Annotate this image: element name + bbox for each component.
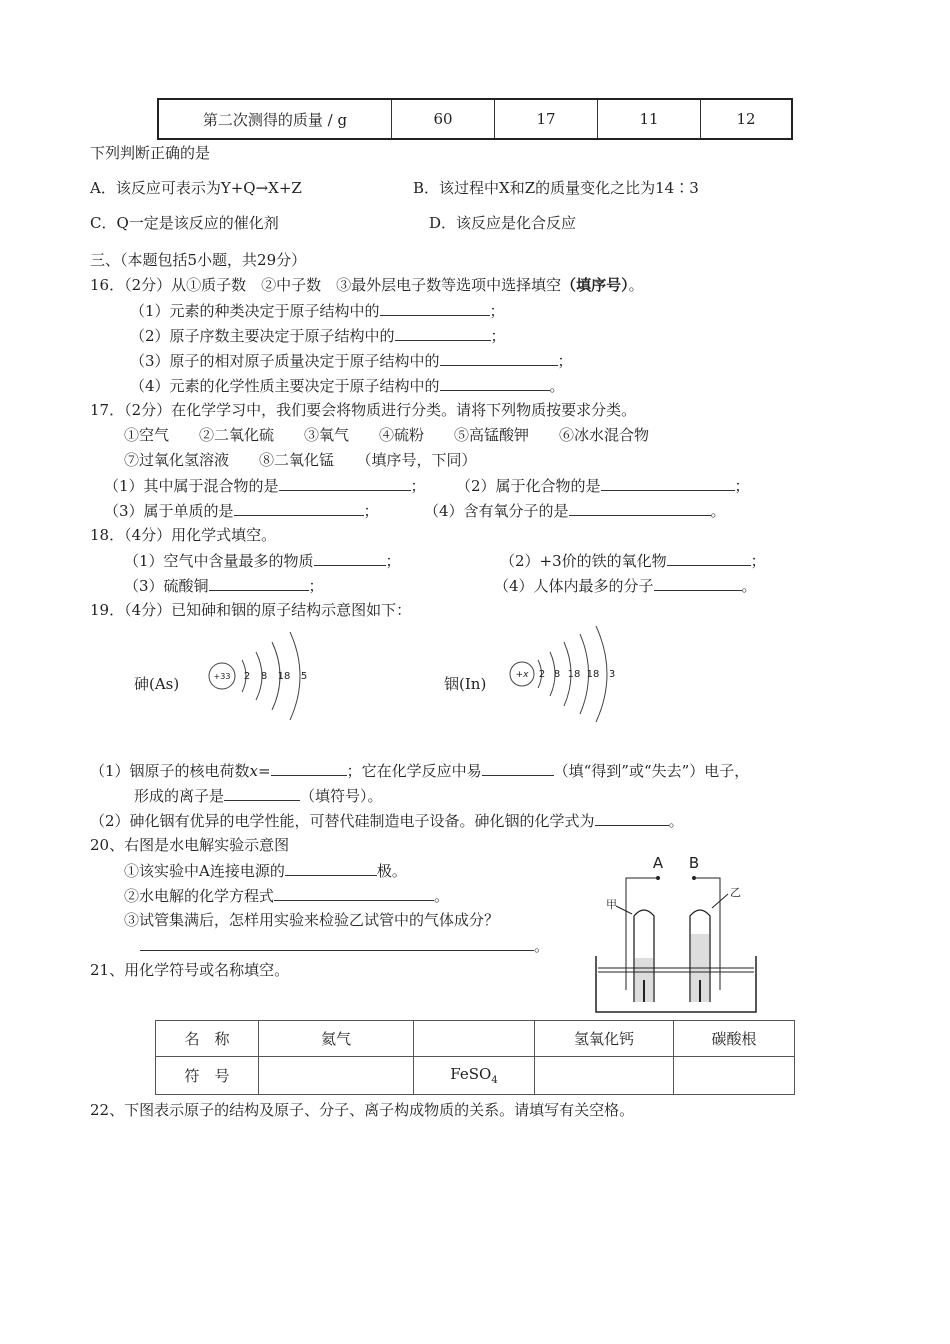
q19-stem: 19．（4分）已知砷和铟的原子结构示意图如下：: [90, 601, 412, 619]
electron-count: 2: [243, 671, 251, 682]
q15-option-d: D．该反应是化合反应: [429, 214, 577, 232]
q16-sub-3-text: （3）原子的相对原子质量决定于原子结构中的: [130, 352, 440, 370]
q20-sub-2: [124, 885, 449, 906]
table-cell: 12: [701, 99, 793, 139]
table-cell: 氦气: [259, 1021, 414, 1057]
answer-blank[interactable]: [285, 860, 377, 876]
label-a: A: [652, 854, 664, 872]
q16-sub-4-text: （4）元素的化学性质主要决定于原子结构中的: [130, 377, 440, 395]
q15-option-b: B．该过程中X和Z的质量变化之比为14∶3: [413, 179, 699, 197]
q17-items-1: ①空气 ②二氧化硫 ③氧气 ④硫粉 ⑤高锰酸钾 ⑥冰水混合物: [124, 426, 650, 444]
table-row: [156, 1021, 795, 1057]
q20-sub-2-text: ②水电解的化学方程式: [124, 887, 275, 905]
electron-count: 5: [300, 671, 308, 682]
punct: ；: [410, 477, 426, 495]
q19-sub-1: [90, 760, 749, 781]
q20-answer-line: [140, 935, 549, 956]
electron-count: 8: [553, 669, 561, 680]
q18-stem: 18．（4分）用化学式填空。: [90, 526, 277, 544]
electron-count: 18: [277, 671, 291, 682]
q18-sub-1: [124, 550, 401, 571]
answer-blank[interactable]: [482, 760, 554, 776]
shell-arc: [290, 632, 300, 720]
punct: ；: [308, 577, 324, 595]
answer-blank[interactable]: [279, 475, 411, 491]
q17-sub-1: [104, 475, 426, 496]
punct: 。: [710, 502, 726, 520]
pointer-line: [616, 906, 632, 914]
q17-sub-3: [104, 500, 379, 521]
answer-blank[interactable]: [209, 575, 309, 591]
punct: ；: [557, 352, 573, 370]
q21-stem: 21、用化学符号或名称填空。: [90, 961, 290, 979]
q16-stem: [90, 275, 644, 295]
q19-sub-1-text-c: （填“得到”或“失去”）电子，: [553, 762, 750, 780]
q20-stem: 20、右图是水电解实验示意图: [90, 836, 290, 854]
q18-sub-1-text: （1）空气中含量最多的物质: [124, 552, 314, 570]
punct: ；: [385, 552, 401, 570]
q22-stem: 22、下图表示原子的结构及原子、分子、离子构成物质的关系。请填写有关空格。: [90, 1101, 635, 1119]
q19-sub-1-text-d: 形成的离子是: [134, 787, 225, 805]
table-cell: 17: [495, 99, 598, 139]
symbol-name-table: [155, 1020, 795, 1095]
nucleus-charge: +x: [515, 670, 529, 680]
answer-blank[interactable]: [224, 785, 300, 801]
punct: ；: [489, 302, 505, 320]
q17-sub-3-text: （3）属于单质的是: [104, 502, 234, 520]
q18-sub-2-text: （2）+3价的铁的氧化物: [500, 552, 667, 570]
q15-prompt: 下列判断正确的是: [90, 144, 211, 162]
q16-stem-end: 。: [628, 276, 644, 294]
electrolysis-apparatus: [592, 850, 762, 1020]
table-cell: 碳酸根: [674, 1021, 795, 1057]
answer-blank[interactable]: [234, 500, 364, 516]
q16-sub-1-text: （1）元素的种类决定于原子结构中的: [130, 302, 380, 320]
q18-sub-3-text: （3）硫酸铜: [124, 577, 209, 595]
q18-sub-4: [494, 575, 757, 596]
answer-blank[interactable]: [395, 325, 491, 341]
q20-sub-1: [124, 860, 407, 881]
answer-blank[interactable]: [601, 475, 735, 491]
arsenic-label: 砷(As): [134, 675, 180, 693]
q17-sub-4-text: （4）含有氧分子的是: [424, 502, 569, 520]
mass-table: [157, 98, 793, 140]
indium-label: 铟(In): [444, 675, 487, 693]
q16-sub-3: [130, 350, 573, 371]
answer-blank[interactable]: [271, 760, 347, 776]
answer-blank[interactable]: [314, 550, 386, 566]
q20-sub-1-end: 极。: [376, 862, 407, 880]
label-yi: 乙: [730, 886, 741, 899]
answer-blank[interactable]: [667, 550, 751, 566]
answer-blank[interactable]: [440, 375, 550, 391]
table-cell: [414, 1057, 535, 1095]
answer-blank[interactable]: [654, 575, 742, 591]
table-row-label: 第二次测得的质量 / g: [158, 99, 392, 139]
q16-sub-2: [130, 325, 506, 346]
q17-sub-2: [456, 475, 750, 496]
table-header: 名 称: [156, 1021, 259, 1057]
trough: [596, 956, 756, 1012]
table-cell: 60: [392, 99, 495, 139]
q17-stem: 17．（2分）在化学学习中，我们要会将物质进行分类。请将下列物质按要求分类。: [90, 401, 637, 419]
punct: ；: [363, 502, 379, 520]
table-row: [156, 1057, 795, 1095]
electron-count: 18: [567, 669, 581, 680]
q18-sub-4-text: （4）人体内最多的分子: [494, 577, 654, 595]
q20-sub-3: ③试管集满后，怎样用实验来检验乙试管中的气体成分？: [124, 911, 500, 929]
equals-sign: =: [258, 762, 271, 780]
q16-stem-bold: （填序号）: [561, 276, 629, 294]
table-header: 符 号: [156, 1057, 259, 1095]
q19-sub-1-cont: [134, 785, 383, 806]
answer-blank[interactable]: [380, 300, 490, 316]
formula: FeSO: [450, 1065, 492, 1083]
table-cell-blank[interactable]: [674, 1057, 795, 1095]
table-cell-blank[interactable]: [535, 1057, 674, 1095]
indium-atom-diagram: [500, 624, 640, 734]
table-cell: 氢氧化钙: [535, 1021, 674, 1057]
q16-sub-2-text: （2）原子序数主要决定于原子结构中的: [130, 327, 395, 345]
answer-blank[interactable]: [440, 350, 558, 366]
answer-blank[interactable]: [595, 810, 669, 826]
q15-option-a: A．该反应可表示为Y+Q→X+Z: [90, 179, 302, 197]
q19-sub-2-text: （2）砷化铟有优异的电学性能，可替代硅制造电子设备。砷化铟的化学式为: [90, 812, 595, 830]
q20-sub-1-text: ①该实验中A连接电源的: [124, 862, 285, 880]
electron-count: 8: [260, 671, 268, 682]
table-row: [158, 99, 792, 139]
table-cell[interactable]: [414, 1021, 535, 1057]
q16-stem-text: 16．（2分）从①质子数 ②中子数 ③最外层电子数等选项中选择填空: [90, 276, 562, 294]
punct: 。: [549, 377, 565, 395]
table-cell: 11: [598, 99, 701, 139]
nucleus-charge: +33: [213, 672, 231, 681]
section-heading: 三、（本题包括5小题，共29分）: [90, 251, 307, 269]
punct: 。: [434, 887, 450, 905]
arsenic-atom-diagram: [200, 626, 340, 736]
punct: 。: [741, 577, 757, 595]
punct: ；: [750, 552, 766, 570]
punct: ；: [734, 477, 750, 495]
q17-sub-2-text: （2）属于化合物的是: [456, 477, 601, 495]
answer-blank[interactable]: [274, 885, 434, 901]
formula-subscript: 4: [491, 1075, 498, 1086]
answer-blank[interactable]: [140, 935, 534, 951]
q15-option-c: C．Q一定是该反应的催化剂: [90, 214, 279, 232]
q18-sub-3: [124, 575, 324, 596]
q19-sub-1-text-e: （填符号）。: [300, 787, 383, 805]
q17-sub-1-text: （1）其中属于混合物的是: [104, 477, 279, 495]
q19-sub-1-text: （1）铟原子的核电荷数: [90, 762, 250, 780]
q18-sub-2: [500, 550, 766, 571]
answer-blank[interactable]: [569, 500, 711, 516]
q17-items-2: ⑦过氧化氢溶液 ⑧二氧化锰 （填序号，下同）: [124, 451, 477, 469]
label-b: B: [688, 854, 700, 872]
punct: ；: [490, 327, 506, 345]
q19-sub-1-text-b: ；它在化学反应中易: [346, 762, 482, 780]
punct: 。: [534, 937, 550, 955]
label-jia: 甲: [606, 898, 617, 911]
q19-sub-2: [90, 810, 684, 831]
electron-count: 3: [608, 669, 616, 680]
electron-count: 18: [586, 669, 600, 680]
variable-x: x: [249, 762, 259, 780]
table-cell-blank[interactable]: [259, 1057, 414, 1095]
q16-sub-1: [130, 300, 505, 321]
electron-count: 2: [538, 669, 546, 680]
punct: 。: [668, 812, 684, 830]
q17-sub-4: [424, 500, 726, 521]
q16-sub-4: [130, 375, 565, 396]
